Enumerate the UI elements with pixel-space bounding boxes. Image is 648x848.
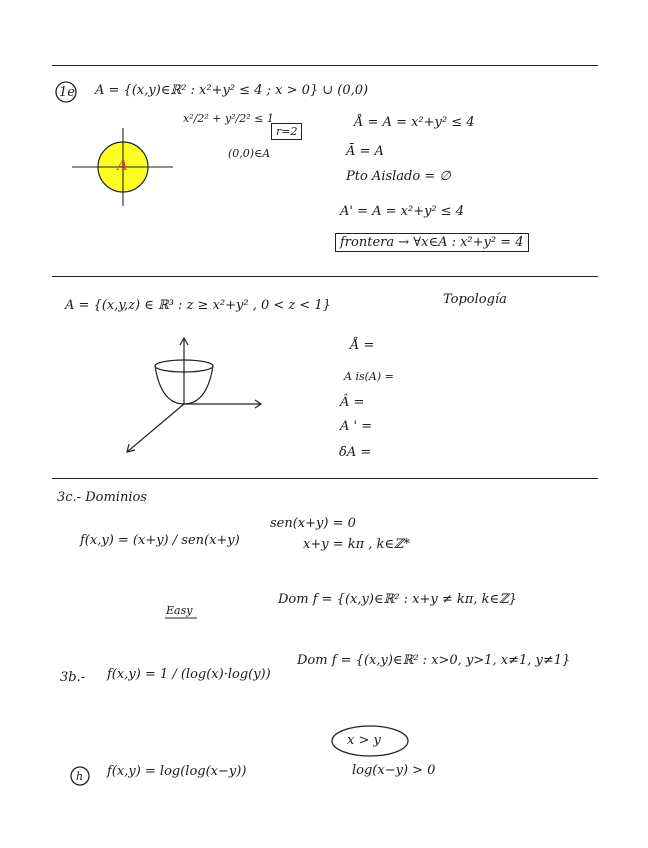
closure-2: Â =: [340, 395, 365, 410]
topic-label: Topología: [443, 292, 507, 307]
function-h: f(x,y) = log(log(x−y)): [107, 764, 247, 779]
domain-2: Dom f = {(x,y)∈ℝ² : x>0, y>1, x≠1, y≠1}: [297, 653, 571, 668]
set-definition-1: A = {(x,y)∈ℝ² : x²+y² ≤ 4 ; x > 0} ∪ (0,0): [95, 83, 369, 98]
interior-1: Å = A = x²+y² ≤ 4: [354, 115, 475, 130]
exercise-label-3b: 3b.-: [60, 670, 86, 685]
section-title-dominios: 3c.- Dominios: [57, 490, 147, 505]
circled-inequality: x > y: [347, 733, 381, 748]
derived-2: A ' =: [340, 419, 373, 434]
origin-note: (0,0)∈A: [228, 147, 271, 160]
exercise-label-1e: 1e: [59, 85, 75, 100]
isolated-2: A is(A) =: [344, 370, 394, 383]
x-axis-3d: [127, 404, 184, 452]
easy-note: Easy: [166, 604, 193, 617]
ellipse-inequality: x²/2² + y²/2² ≤ 1: [183, 112, 274, 125]
set-definition-2: A = {(x,y,z) ∈ ℝ³ : z ≥ x²+y² , 0 < z < 1}: [65, 298, 331, 313]
isolated-points-1: Pto Aislado = ∅: [346, 169, 451, 184]
interior-2: Å =: [350, 338, 375, 353]
k-equation: x+y = kπ , k∈ℤ*: [303, 537, 411, 552]
closure-1: Ā = A: [346, 144, 384, 159]
log-inequality: log(x−y) > 0: [352, 763, 436, 778]
derived-set-1: A' = A = x²+y² ≤ 4: [340, 204, 465, 219]
disk-label: A: [117, 156, 128, 174]
function-g: f(x,y) = 1 / (log(x)·log(y)): [107, 667, 271, 682]
frontier-2: δA =: [339, 445, 372, 460]
frontier-1: frontera → ∀x∈A : x²+y² = 4: [335, 233, 529, 252]
function-f: f(x,y) = (x+y) / sen(x+y): [80, 533, 240, 548]
exercise-label-h: h: [76, 770, 84, 783]
radius-box: r=2: [271, 123, 302, 140]
domain-1: Dom f = {(x,y)∈ℝ² : x+y ≠ kπ, k∈ℤ}: [278, 592, 517, 607]
sen-equation: sen(x+y) = 0: [270, 516, 356, 531]
